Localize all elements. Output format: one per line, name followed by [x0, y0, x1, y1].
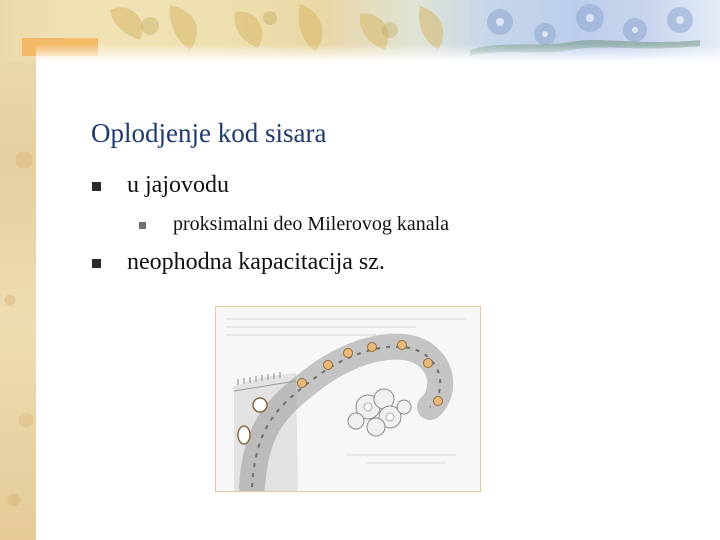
bullet-square-icon	[92, 259, 101, 268]
oviduct-diagram	[215, 306, 481, 492]
slide-title: Oplodjenje kod sisara	[91, 118, 327, 148]
sub-bullet-text: proksimalni deo Milerovog kanala	[173, 213, 450, 235]
bullet-square-icon	[92, 182, 101, 191]
oviduct-diagram-icon	[216, 307, 480, 491]
bullet-text: u jajovodu	[127, 172, 229, 198]
bullet-text: neophodna kapacitacija sz.	[127, 249, 385, 275]
sub-bullet-square-icon	[139, 222, 146, 229]
parchment-left-strip	[0, 0, 36, 540]
banner-fade	[36, 44, 720, 62]
